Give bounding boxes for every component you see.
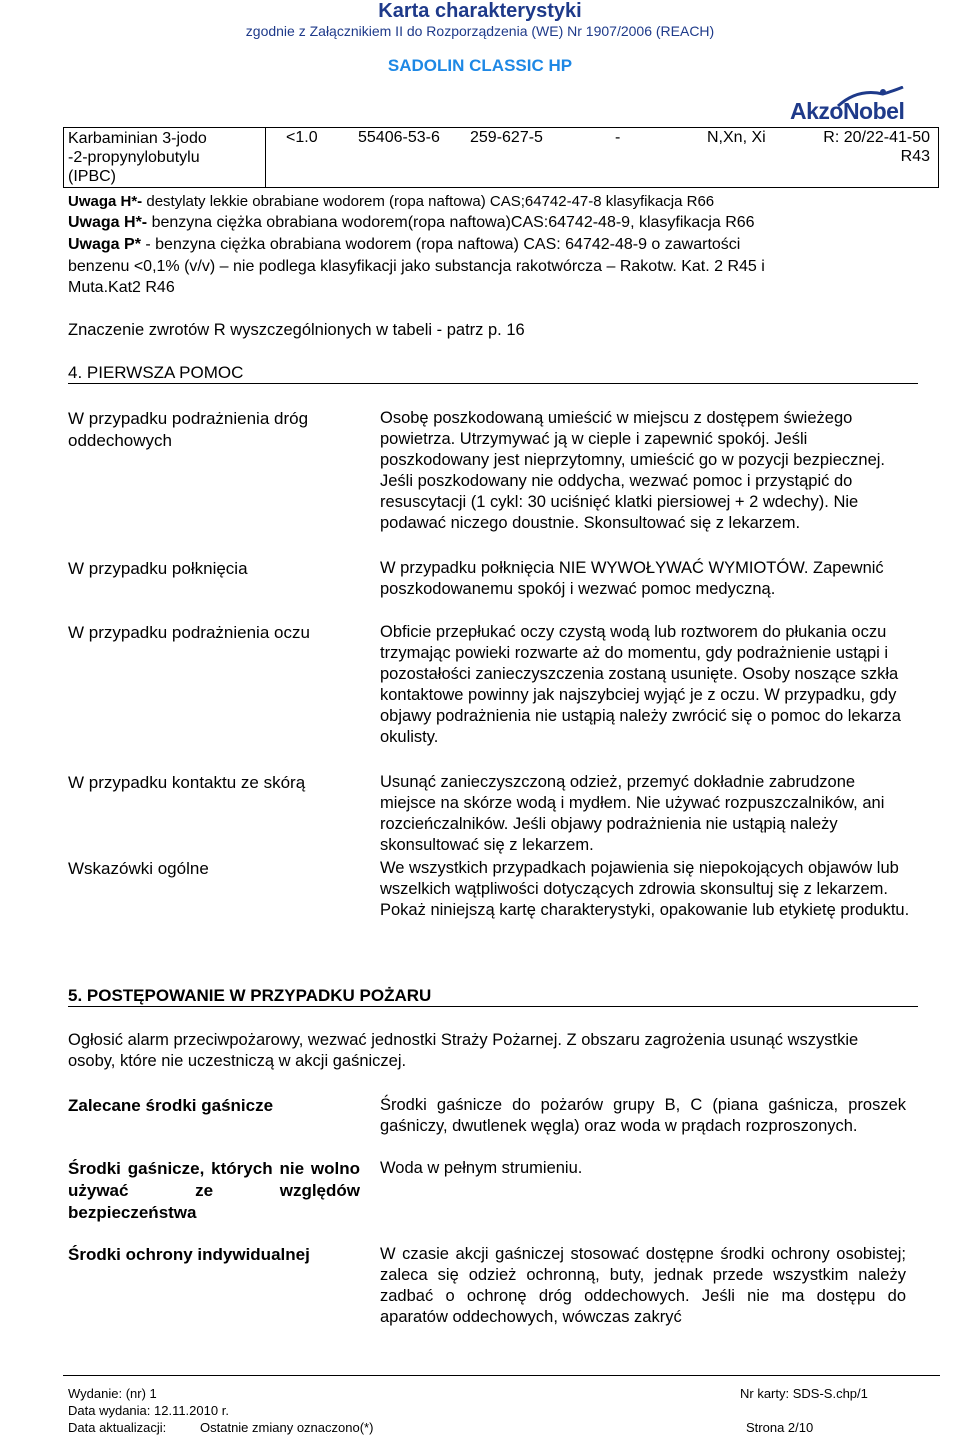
footer-update-text: Ostatnie zmiany oznaczono(*): [200, 1420, 374, 1435]
section-4-heading: 4. PIERWSZA POMOC: [68, 363, 918, 384]
first-aid-text: Usunąć zanieczyszczoną odzież, przemyć dokładnie zabrudzone miejsce na skórze wodą i mydłem. Nie używać rozpuszczalników, ani rozcieńczalników. Jeśli objawy podrażnienia nie ustąpią należy skonsultować się z lekarzem.: [380, 773, 885, 854]
fire-text: W czasie akcji gaśniczej stosować dostępne środki ochrony osobistej; zaleca się odzież ochronną, buty, jednak przede wszystkim należy zadbać o ochronę dróg oddechowych. Jeśli nie ma dostępu do aparatów oddechowych, wówczas zakryć: [380, 1245, 906, 1326]
note-p: Uwaga P* - benzyna ciężka obrabiana wodorem (ropa naftowa) CAS: 64742-48-9 o zawartości: [68, 236, 741, 253]
section-5-intro: Ogłosić alarm przeciwpożarowy, wezwać jednostki Straży Pożarnej. Z obszaru zagrożenia usunąć wszystkie osoby, które nie uczestniczą w akcji gaśniczej.: [68, 1031, 859, 1070]
logo-text: AkzoNobel: [790, 98, 905, 124]
note-h1: Uwaga H*- destylaty lekkie obrabiane wodorem (ropa naftowa) CAS;64742-47-8 klasyfikacja R66: [68, 193, 715, 210]
r-phrase-line: R: 20/22-41-50: [823, 129, 930, 146]
component-name-cell: [64, 128, 266, 188]
first-aid-text: W przypadku połknięcia NIE WYWOŁYWAĆ WYMIOTÓW. Zapewnić poszkodowanemu spokój i wezwać pomoc medyczną.: [380, 559, 884, 598]
component-r-phrases: [813, 128, 938, 166]
component-concentration: <1.0: [286, 129, 318, 146]
fire-label: Środki gaśnicze, których nie wolno używać ze względów bezpieczeństwa: [68, 1159, 360, 1222]
fire-text: Środki gaśnicze do pożarów grupy B, C (piana gaśnicza, proszek gaśniczy, dwutlenek węgla) oraz woda w prądach rozproszonych.: [380, 1096, 906, 1135]
component-cas: 55406-53-6: [358, 129, 440, 146]
table-row: [64, 128, 939, 188]
footer-page-number: Strona 2/10: [746, 1420, 814, 1435]
footer-card-number: Nr karty: SDS-S.chp/1: [740, 1386, 868, 1401]
fire-label: Zalecane środki gaśnicze: [68, 1096, 274, 1115]
first-aid-label: W przypadku połknięcia: [68, 559, 248, 578]
component-symbols: N,Xn, Xi: [707, 129, 766, 146]
component-name-line: (IPBC): [68, 168, 116, 185]
component-index: -: [615, 129, 621, 146]
r-phrase-reference: Znaczenie zwrotów R wyszczególnionych w tabeli - patrz p. 16: [68, 321, 525, 339]
component-name-line: Karbaminian 3-jodo: [68, 130, 207, 147]
footer-issue-date: Data wydania: 12.11.2010 r.: [68, 1403, 229, 1418]
fire-label: Środki ochrony indywidualnej: [68, 1245, 310, 1264]
fire-text: Woda w pełnym strumieniu.: [380, 1159, 583, 1177]
note-p-line2: benzenu <0,1% (v/v) – nie podlega klasyfikacji jako substancja rakotwórcza – Rakotw. Kat. 2 R45 i: [68, 258, 765, 275]
note-h2: Uwaga H*- benzyna ciężka obrabiana wodorem(ropa naftowa)CAS:64742-48-9, klasyfikacja R66: [68, 214, 755, 231]
first-aid-label: Wskazówki ogólne: [68, 859, 209, 878]
first-aid-label: W przypadku kontaktu ze skórą: [68, 773, 306, 792]
footer-update-label: Data aktualizacji:: [68, 1420, 167, 1435]
product-name: SADOLIN CLASSIC HP: [387, 56, 573, 75]
footer-divider: [63, 1375, 940, 1376]
section-5-heading: 5. POSTĘPOWANIE W PRZYPADKU POŻARU: [68, 986, 918, 1007]
document-subtitle: zgodnie z Załącznikiem II do Rozporządzenia (WE) Nr 1907/2006 (REACH): [245, 23, 715, 39]
first-aid-text: Obficie przepłukać oczy czystą wodą lub roztworem do płukania oczu trzymając powieki rozwarte aż do momentu, gdy podrażnienie ustąpi i pozostałości zanieczyszczenia zostaną usunięte. Osoby noszące szkła kontaktowe powinny jak najszybciej wyjąć je z oczu. W przypadku, gdy objawy podrażnienia nie ustąpią należy zwrócić się o pomoc do lekarza okulisty.: [380, 623, 901, 746]
first-aid-label: W przypadku podrażnienia oczu: [68, 623, 310, 642]
r-phrase-line: R43: [900, 148, 930, 165]
component-data-cell: [266, 128, 939, 188]
footer-edition: Wydanie: (nr) 1: [68, 1386, 157, 1401]
components-table: [63, 127, 939, 188]
document-title: Karta charakterystyki: [378, 0, 582, 22]
note-p-line3: Muta.Kat2 R46: [68, 279, 175, 296]
first-aid-label: W przypadku podrażnienia dróg oddechowych: [68, 409, 309, 450]
first-aid-text: Osobę poszkodowaną umieścić w miejscu z dostępem świeżego powietrza. Utrzymywać ją w cieple i zapewnić spokój. Jeśli poszkodowany jest nieprzytomny, umieścić go w pozycji bezpiecznej. Jeśli poszkodowany nie oddycha, wezwać pomoc i przystąpić do resuscytacji (1 cykl: 30 uciśnięć klatki piersiowej + 2 wdechy). Nie podawać niczego doustnie. Skonsultować się z lekarzem.: [380, 409, 886, 532]
component-name-line: -2-propynylobutylu: [68, 149, 200, 166]
first-aid-text: We wszystkich przypadkach pojawienia się niepokojących objawów lub wszelkich wątpliwości dotyczących zdrowia skonsultuj się z lekarzem. Pokaż niniejszą kartę charakterystyki, opakowanie lub etykietę produktu.: [380, 859, 910, 919]
component-ec: 259-627-5: [470, 129, 543, 146]
